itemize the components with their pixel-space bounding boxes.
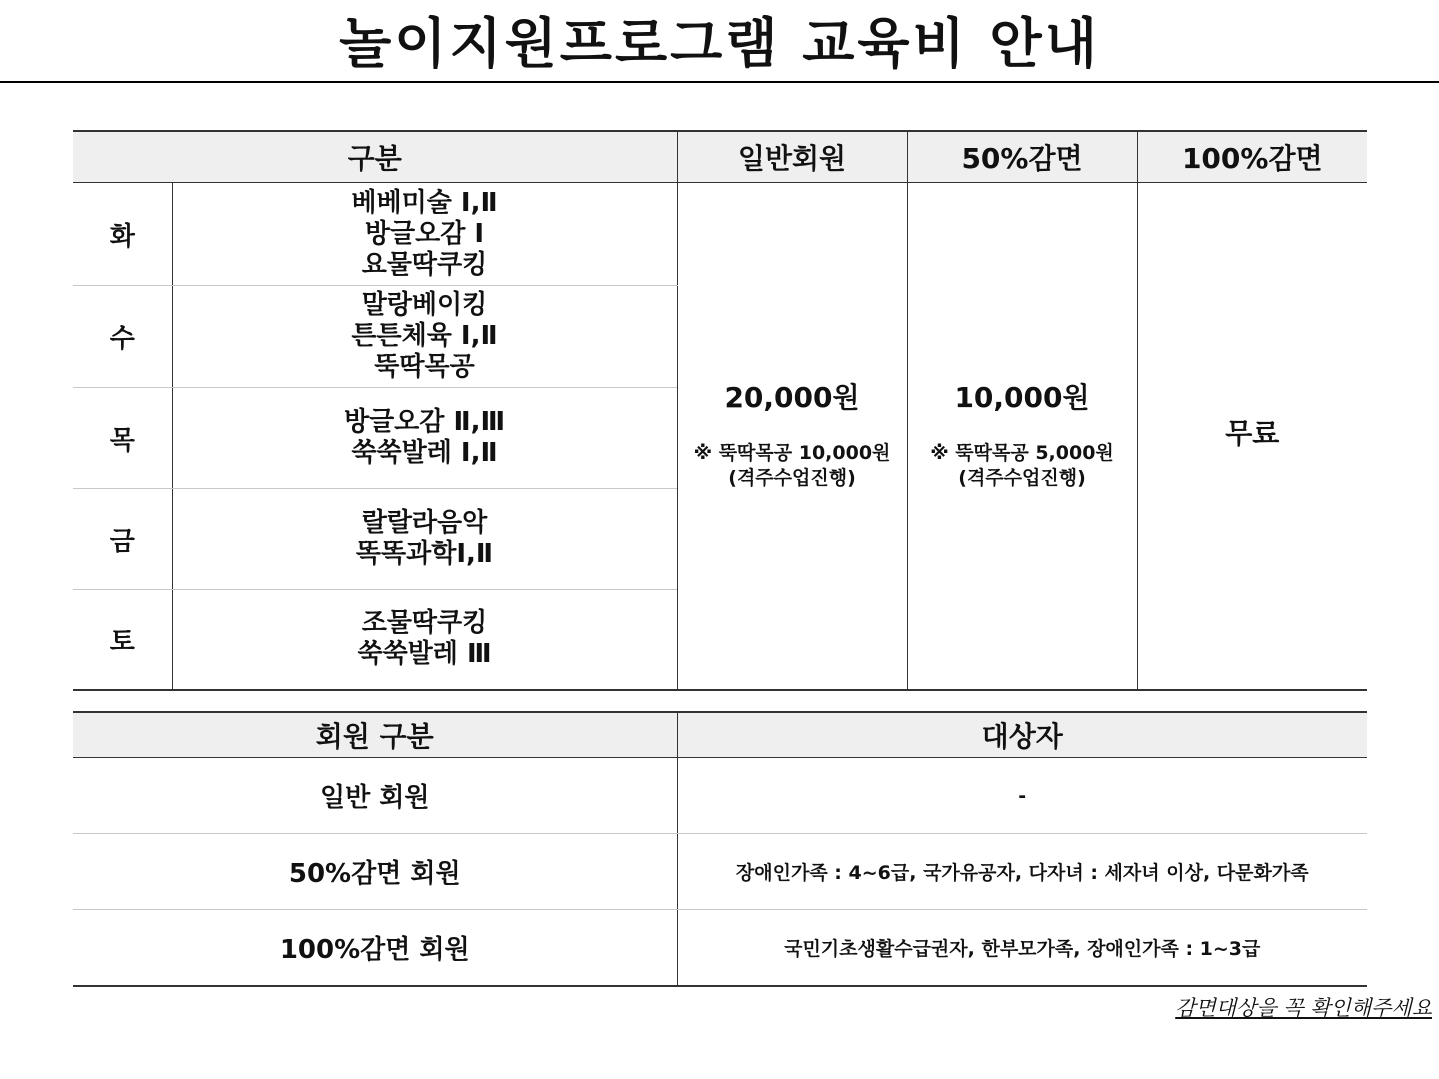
program-name: 방글오감 Ⅰ [364,218,485,249]
header-member-type: 회원 구분 [73,712,677,758]
program-cell [172,489,677,590]
header-target: 대상자 [677,712,1367,758]
page-title: 놀이지원프로그램 교육비 안내 [339,12,1100,75]
program-name: 베베미술 Ⅰ,Ⅱ [351,187,498,218]
table-row [73,758,1367,834]
program-name: 튼튼체육 Ⅰ,Ⅱ [351,321,498,351]
program-name: 쑥쑥발레 Ⅰ,Ⅱ [351,438,498,468]
schedule-header-row [73,131,1367,183]
full-fee-amount: 무료 [1225,416,1280,450]
program-cell [172,590,677,690]
header-full: 100%감면 [1137,131,1367,183]
full-fee-cell [1137,183,1367,690]
header-category: 구분 [73,131,677,183]
header-half: 50%감면 [907,131,1137,183]
half-fee-subnote: (격주수업진행) [958,466,1086,489]
general-fee-cell [677,183,907,690]
member-type-cell: 50%감면 회원 [73,834,677,910]
member-type-cell: 일반 회원 [73,758,677,834]
half-fee-cell [907,183,1137,690]
program-cell [172,388,677,489]
program-cell [172,183,677,286]
header-general: 일반회원 [677,131,907,183]
program-name: 쑥쑥발레 Ⅲ [357,639,492,670]
member-target-cell: - [677,758,1367,834]
table-row [73,834,1367,910]
general-fee-amount: 20,000원 [724,380,860,414]
membership-table [73,711,1367,987]
program-name: 방글오감 Ⅱ,Ⅲ [343,407,506,437]
day-cell: 화 [73,183,172,286]
day-cell: 수 [73,286,172,388]
member-type-cell: 100%감면 회원 [73,910,677,987]
title-divider [0,81,1439,83]
membership-header-row [73,712,1367,758]
general-fee-subnote: (격주수업진행) [728,466,856,489]
program-name: 조물딱쿠킹 [361,608,488,639]
table-row [73,183,1367,286]
table-row [73,910,1367,987]
half-fee-note: ※ 뚝딱목공 5,000원 [930,441,1114,464]
member-target-cell: 국민기초생활수급권자, 한부모가족, 장애인가족 : 1~3급 [677,910,1367,987]
program-name: 요물딱쿠킹 [361,249,488,280]
program-name: 뚝딱목공 [374,352,475,382]
fee-schedule-table [73,130,1367,691]
day-cell: 금 [73,489,172,590]
program-name: 말랑베이킹 [361,290,488,320]
program-name: 똑똑과학Ⅰ,Ⅱ [355,539,494,569]
discount-footnote: 감면대상을 꼭 확인해주세요 [1175,996,1432,1020]
half-fee-amount: 10,000원 [954,380,1090,414]
program-name: 랄랄라음악 [361,508,488,538]
general-fee-note: ※ 뚝딱목공 10,000원 [693,441,891,464]
day-cell: 토 [73,590,172,690]
member-target-cell: 장애인가족 : 4~6급, 국가유공자, 다자녀 : 세자녀 이상, 다문화가족 [677,834,1367,910]
program-cell [172,286,677,388]
day-cell: 목 [73,388,172,489]
